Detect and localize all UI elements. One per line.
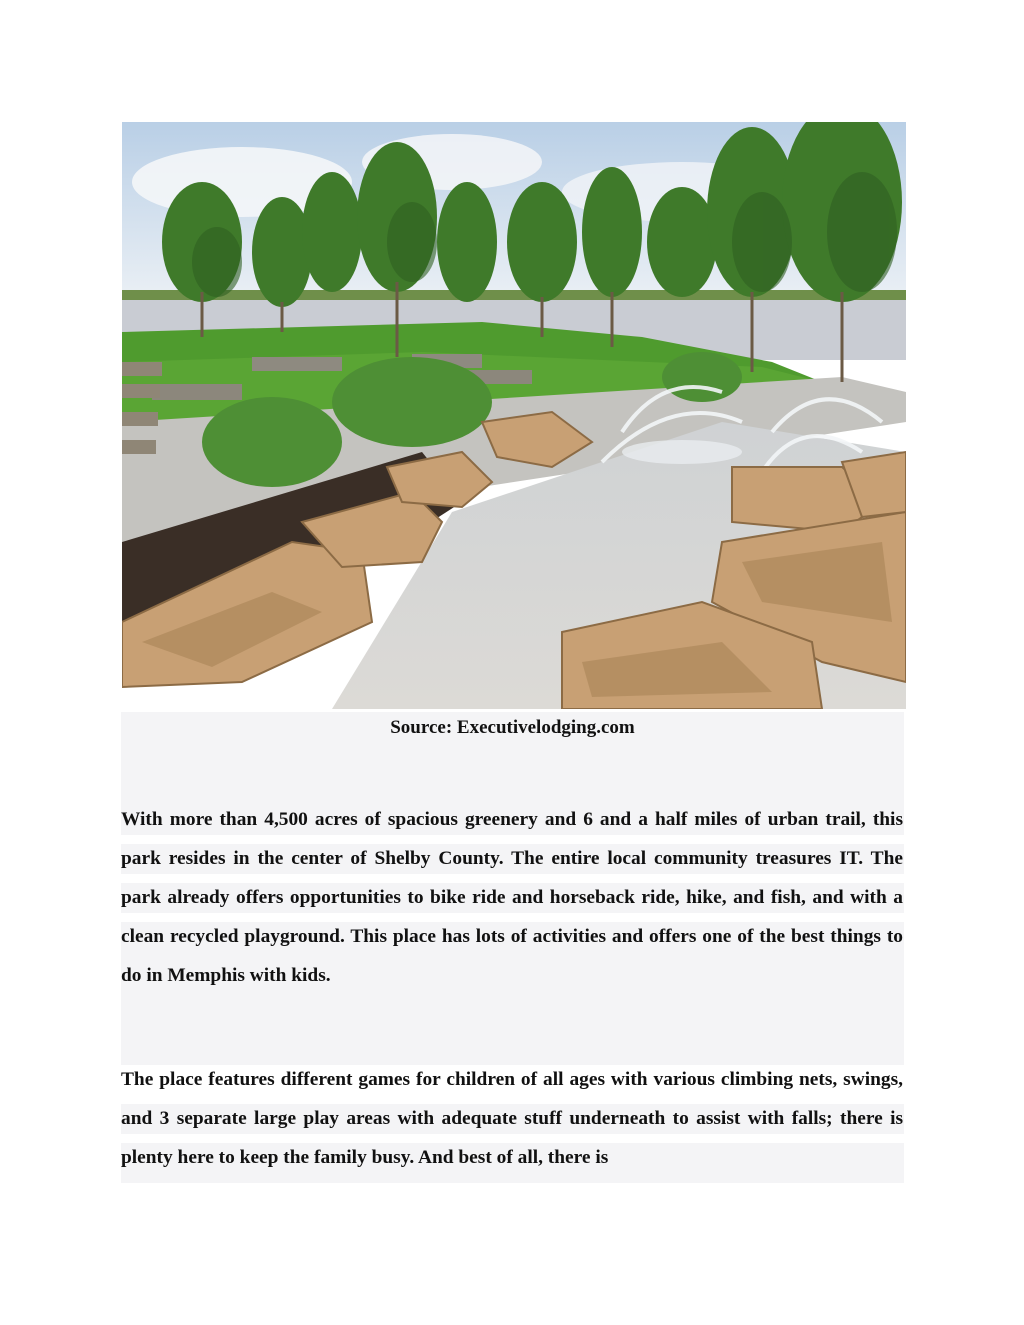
park-splash-pad-photo-icon — [122, 122, 906, 709]
body-paragraph-1: With more than 4,500 acres of spacious greenery and 6 and a half miles of urban trail, this park resides in the center of Shelby County. The entire local community treasures IT. The park already offers opportunities to bike ride and horseback ride, hike, and fish, and with a clean recycled playground. This place has lots of activities and offers one of the best things to do in Memphis with kids. — [121, 809, 903, 986]
park-photo — [122, 122, 906, 709]
body-paragraph-2: The place features different games for children of all ages with various climbing nets, swings, and 3 separate large play areas with adequate stuff underneath to assist with falls; there is plenty here to keep the family busy. And best of all, there is — [121, 1069, 903, 1168]
photo-caption: Source: Executivelodging.com — [390, 717, 635, 738]
